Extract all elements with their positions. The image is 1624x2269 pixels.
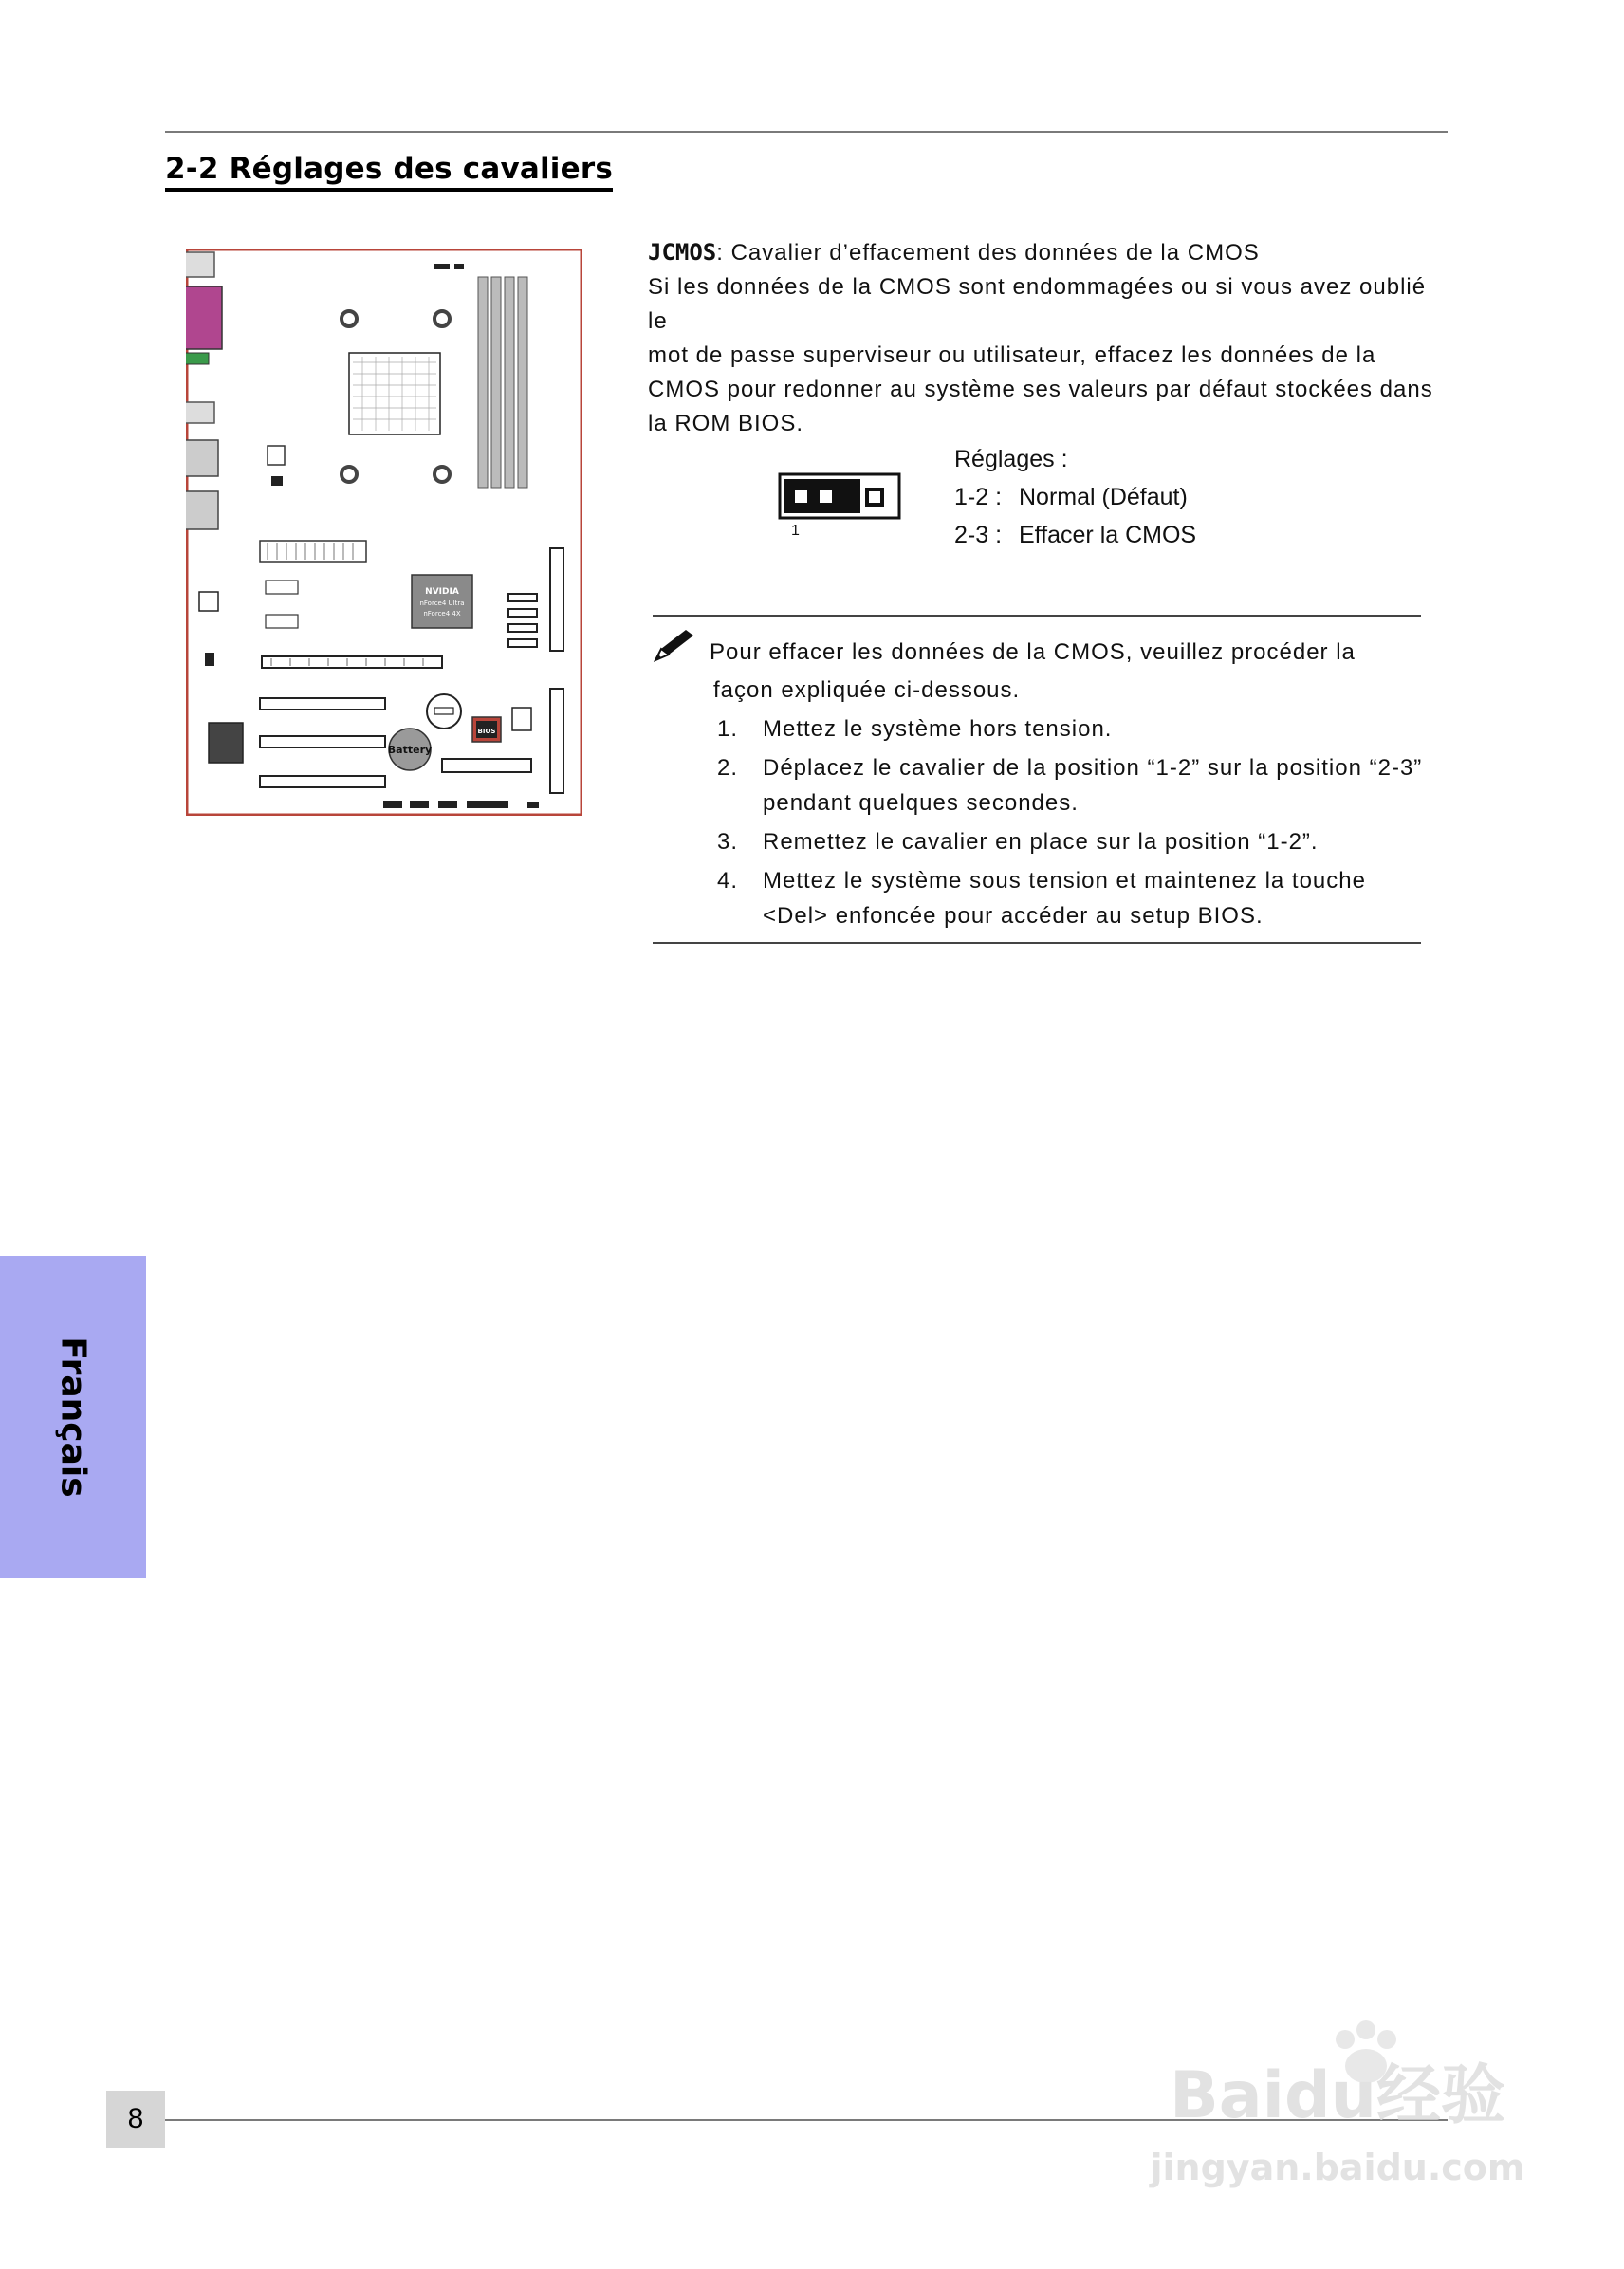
setting-item: 2-3 : Effacer la CMOS <box>954 522 1197 548</box>
pcie-slot <box>262 656 442 668</box>
note-top-rule <box>653 615 1421 617</box>
pin-1 <box>795 490 807 503</box>
top-rule <box>165 131 1448 133</box>
svg-text:nForce4 4X: nForce4 4X <box>423 610 461 618</box>
pci-slot-1 <box>260 698 385 710</box>
list-item: 1. Mettez le système hors tension. <box>717 716 1113 742</box>
watermark-url: jingyan.baidu.com <box>1150 2147 1525 2188</box>
top-header <box>434 264 450 269</box>
usb-port <box>186 402 214 423</box>
atx12v-header <box>268 446 285 465</box>
page-number-box <box>106 2091 165 2148</box>
note-bottom-rule <box>653 942 1421 944</box>
pin-3 <box>869 491 880 503</box>
list-item: 3. Remettez le cavalier en place sur la position “1-2”. <box>717 829 1319 855</box>
watermark <box>1138 2011 1537 2201</box>
atx-power <box>260 541 366 562</box>
section-heading: 2-2 Réglages des cavaliers <box>165 152 613 192</box>
settings-title: Réglages : <box>954 446 1068 472</box>
intro-line-3: CMOS pour redonner au système ses valeurs par défaut stockées dans <box>648 377 1433 402</box>
list-item: 4. Mettez le système sous tension et maintenez la touche <Del> enfoncée pour accéder au setup BIOS. <box>717 868 1366 929</box>
ps2-port <box>186 252 214 277</box>
ide-connector <box>550 548 563 651</box>
note-intro-line-2: façon expliquée ci-dessous. <box>713 677 1021 703</box>
intro-line-1: Si les données de la CMOS sont endommagées ou si vous avez oublié le <box>648 274 1427 334</box>
dimm-slot-4 <box>518 277 527 488</box>
jcmos-description <box>648 235 1445 441</box>
language-tab <box>0 1256 146 1578</box>
svg-text:Battery: Battery <box>387 744 433 756</box>
page-number: 8 <box>127 2103 144 2134</box>
note-intro-line-1: Pour effacer les données de la CMOS, veuillez procéder la <box>710 639 1356 665</box>
jcmos-keyword: JCMOS <box>648 239 717 266</box>
list-item: 2. Déplacez le cavalier de la position “1-2” sur la position “2-3” pendant quelques secondes. <box>717 755 1423 816</box>
watermark-brand: Baidu经验 <box>1169 2058 1506 2133</box>
setting-item: 1-2 : Normal (Défaut) <box>954 484 1188 510</box>
audio-port <box>186 491 218 529</box>
settings-list <box>954 440 1196 554</box>
floppy-connector <box>550 689 563 793</box>
svg-text:BIOS: BIOS <box>477 728 496 735</box>
dimm-slot-1 <box>478 277 488 488</box>
jcmos-title: : Cavalier d’effacement des données de la CMOS <box>716 240 1260 266</box>
green-port <box>186 353 209 364</box>
pci-slot-2 <box>260 736 385 747</box>
svg-text:nForce4 Ultra: nForce4 Ultra <box>419 600 465 607</box>
pin-2 <box>820 490 832 503</box>
intro-line-4: la ROM BIOS. <box>648 411 804 436</box>
lan-chip <box>209 723 243 763</box>
intro-line-2: mot de passe superviseur ou utilisateur, effacez les données de la <box>648 342 1376 368</box>
motherboard-diagram <box>186 249 582 816</box>
cpu-socket <box>349 353 440 434</box>
language-label: Français <box>53 1337 93 1498</box>
pencil-icon <box>652 626 699 664</box>
dimm-slot-2 <box>491 277 501 488</box>
parallel-port <box>186 286 222 349</box>
dimm-slot-3 <box>505 277 514 488</box>
pci-slot-3 <box>260 776 385 787</box>
chipset-label: NVIDIA <box>425 587 459 597</box>
lan-port <box>186 440 218 476</box>
steps-list <box>713 711 1434 937</box>
pin-one-label: 1 <box>791 523 800 539</box>
